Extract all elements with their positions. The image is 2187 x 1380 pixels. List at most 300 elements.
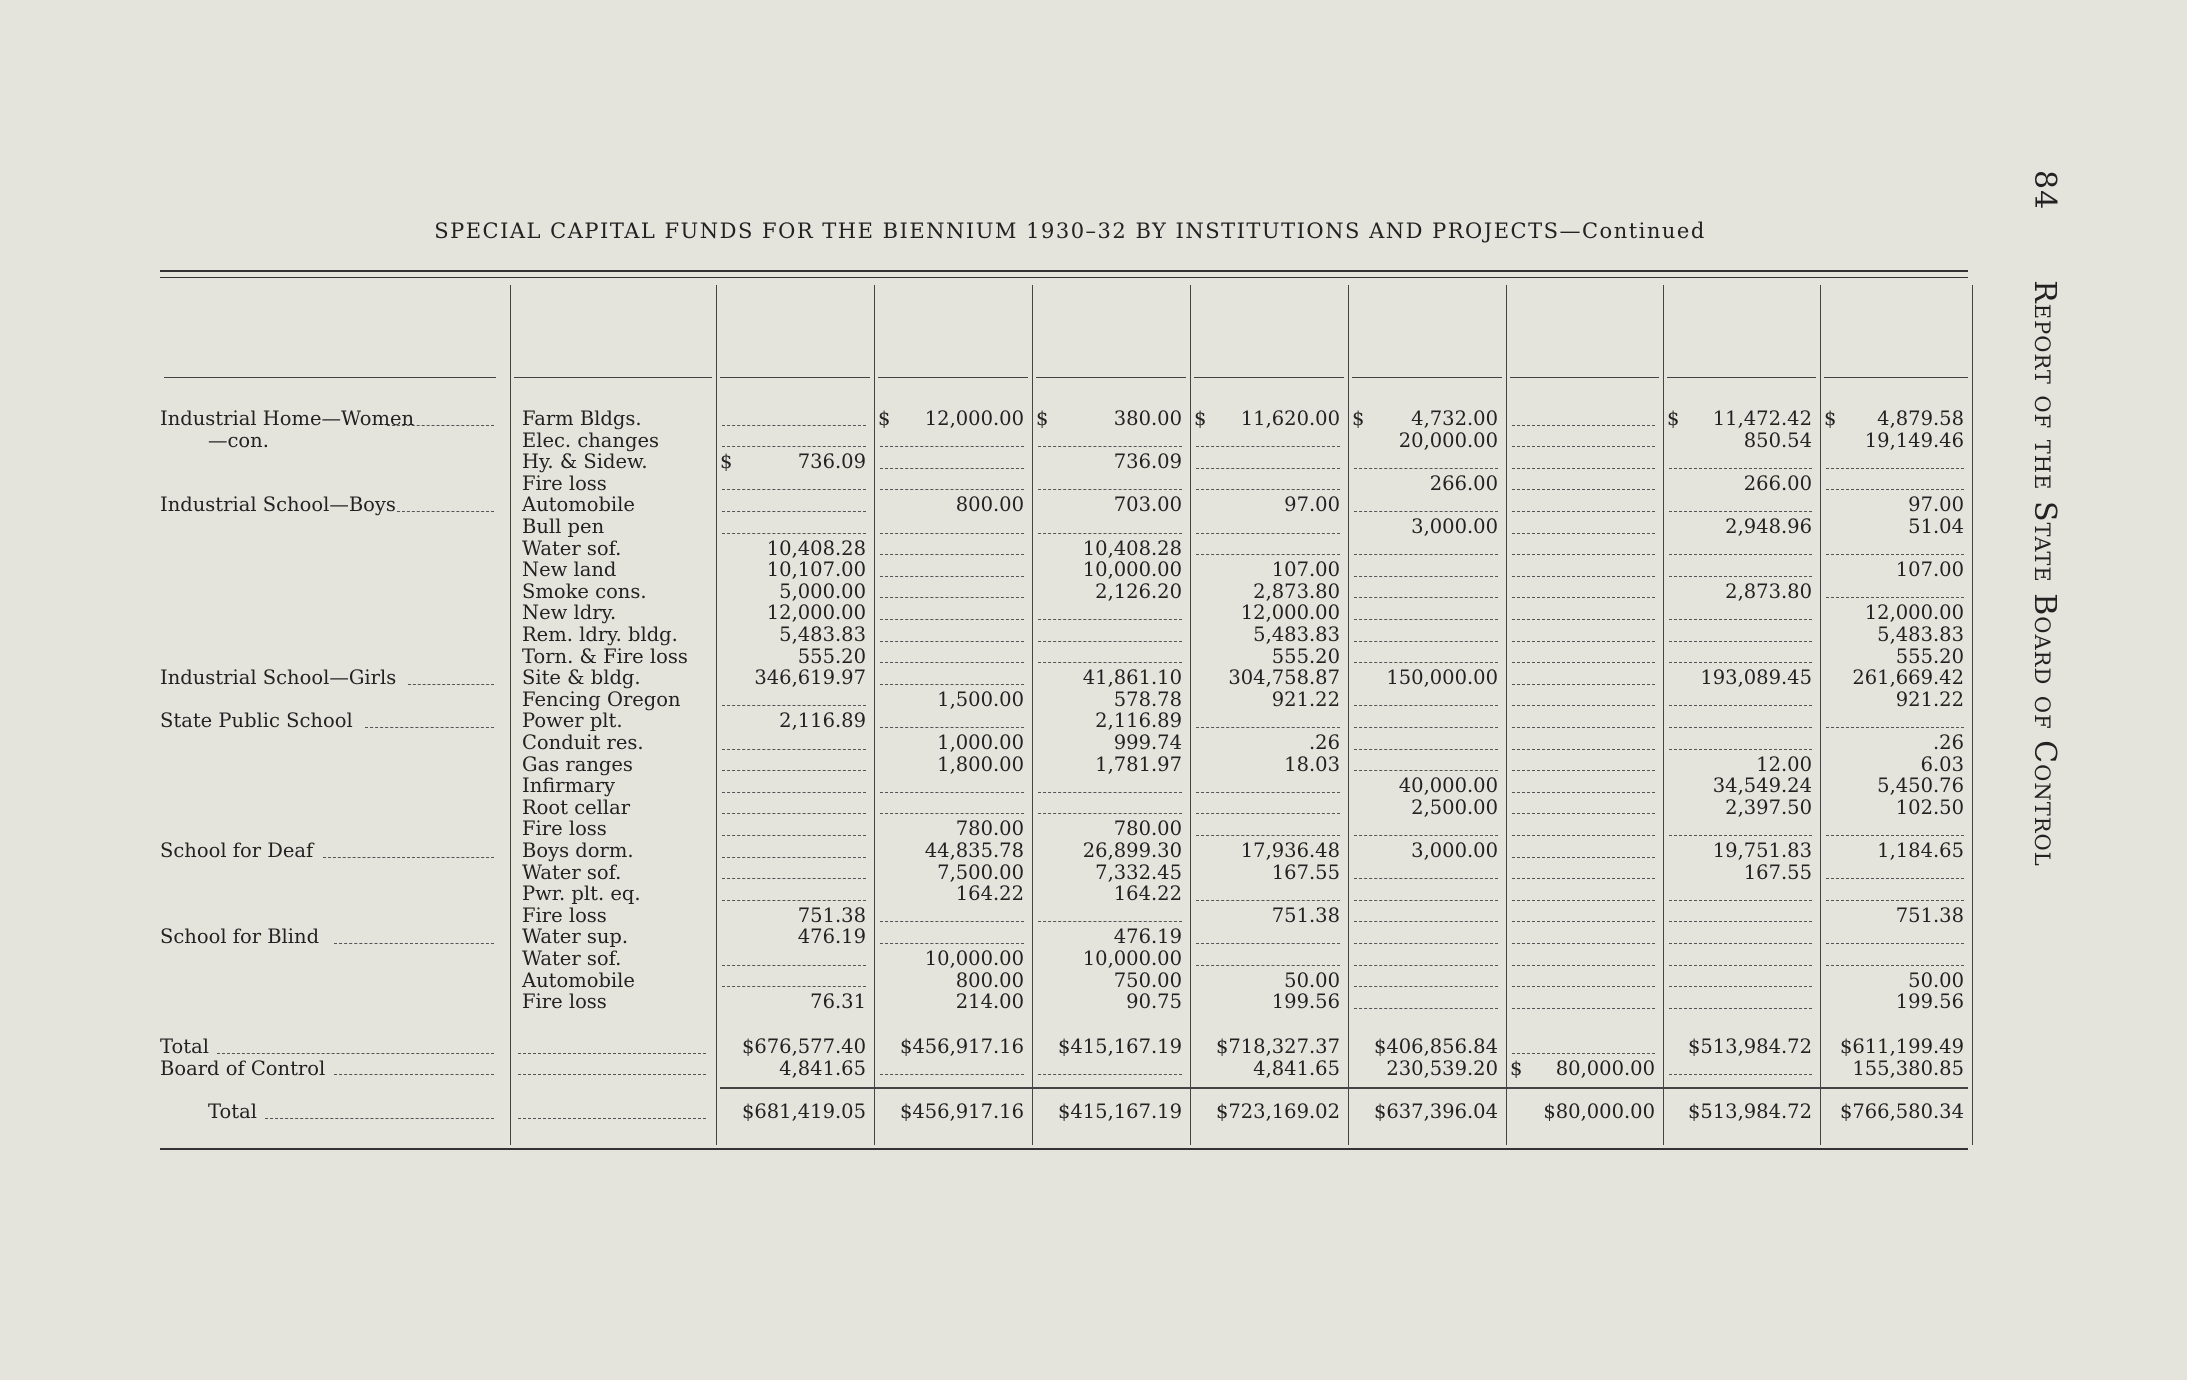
total-value: 4,841.65 <box>779 1056 866 1080</box>
row-fund: Infirmary <box>522 774 616 798</box>
row-value: 5,483.83 <box>1253 623 1340 646</box>
row-value: 7,500.00 <box>937 860 1024 884</box>
total-institution: Total <box>160 1035 209 1058</box>
empty-cell-leader <box>1354 468 1498 469</box>
column-divider <box>1820 285 1821 1145</box>
row-institution: Industrial School—Girls <box>160 666 397 690</box>
row-value: 780.00 <box>1113 817 1182 841</box>
empty-cell-leader <box>1196 943 1340 944</box>
empty-cell-leader <box>1669 1008 1812 1009</box>
empty-cell-leader <box>880 662 1024 663</box>
empty-cell-leader <box>1512 965 1655 966</box>
row-value: 50.00 <box>1908 968 1964 992</box>
empty-cell-leader <box>722 900 866 901</box>
row-value: 199.56 <box>1271 990 1340 1014</box>
empty-cell-leader <box>1354 705 1498 706</box>
row-value: 10,408.28 <box>1082 536 1182 560</box>
row-value: 26,899.30 <box>1082 839 1182 862</box>
row-value: 5,483.83 <box>779 623 866 646</box>
row-value: 3,000.00 <box>1411 515 1498 538</box>
row-value: 11,620.00 <box>1240 407 1340 430</box>
row-value: 2,948.96 <box>1725 515 1812 538</box>
row-value: 10,000.00 <box>924 947 1024 970</box>
header-underline <box>1824 377 1968 378</box>
empty-cell-leader <box>1038 792 1182 793</box>
row-institution: Industrial Home—Women <box>160 407 415 430</box>
row-value: 41,861.10 <box>1082 666 1182 690</box>
empty-cell-leader <box>1512 446 1655 447</box>
empty-cell-leader <box>1354 965 1498 966</box>
empty-cell-leader <box>1354 943 1498 944</box>
empty-cell-leader <box>1669 835 1812 836</box>
row-value: 999.74 <box>1113 731 1182 754</box>
grand-total-value: $766,580.34 <box>1839 1100 1964 1123</box>
empty-cell-leader <box>1512 489 1655 490</box>
empty-cell-leader <box>1196 489 1340 490</box>
column-divider <box>1348 285 1349 1145</box>
row-value: 10,000.00 <box>1082 947 1182 970</box>
leader-dots <box>323 857 494 858</box>
row-value: 167.55 <box>1743 860 1812 884</box>
row-fund: Conduit res. <box>522 731 644 754</box>
grand-total-value: $637,396.04 <box>1373 1100 1498 1123</box>
empty-cell-leader <box>1512 662 1655 663</box>
row-institution: School for Deaf <box>160 839 314 862</box>
total-value: $415,167.19 <box>1057 1035 1182 1058</box>
row-value: 304,758.87 <box>1228 666 1340 690</box>
empty-cell-leader <box>1354 511 1498 512</box>
empty-cell-leader <box>880 489 1024 490</box>
empty-cell-leader <box>1038 813 1182 814</box>
row-value: 555.20 <box>1271 644 1340 668</box>
total-value: $456,917.16 <box>899 1035 1024 1058</box>
leader-dots <box>334 943 494 944</box>
row-value: 193,089.45 <box>1700 666 1812 690</box>
empty-cell-leader <box>1512 813 1655 814</box>
row-value: 2,873.80 <box>1725 579 1812 603</box>
empty-cell-leader <box>1512 727 1655 728</box>
leader-dots <box>334 1074 494 1075</box>
row-value: 266.00 <box>1429 471 1498 495</box>
empty-cell-leader <box>1669 662 1812 663</box>
empty-cell-leader <box>880 641 1024 642</box>
empty-cell-leader <box>1826 965 1964 966</box>
row-value: 1,000.00 <box>937 731 1024 754</box>
empty-cell-leader <box>1038 1074 1182 1075</box>
empty-cell-leader <box>880 921 1024 922</box>
row-value: 12.00 <box>1756 752 1812 776</box>
row-value: 97.00 <box>1284 493 1340 517</box>
empty-cell-leader <box>1826 468 1964 469</box>
empty-cell-leader <box>1826 597 1964 598</box>
top-double-rule-upper <box>160 270 1968 272</box>
empty-cell-leader <box>880 727 1024 728</box>
row-fund: Bull pen <box>522 515 605 538</box>
empty-cell-leader <box>1038 446 1182 447</box>
total-institution: Board of Control <box>160 1056 326 1080</box>
leader-dots <box>518 1074 706 1075</box>
empty-cell-leader <box>722 965 866 966</box>
empty-cell-leader <box>1512 943 1655 944</box>
empty-cell-leader <box>722 705 866 706</box>
row-value: 2,873.80 <box>1253 579 1340 603</box>
empty-cell-leader <box>880 619 1024 620</box>
grand-total-value: $681,419.05 <box>741 1100 866 1123</box>
row-institution: Industrial School—Boys <box>160 493 396 517</box>
empty-cell-leader <box>1512 749 1655 750</box>
row-fund: Torn. & Fire loss <box>522 644 688 668</box>
row-value: 555.20 <box>797 644 866 668</box>
empty-cell-leader <box>1354 662 1498 663</box>
row-fund: Water sof. <box>522 860 622 884</box>
row-dollar-sign: $ <box>720 450 733 474</box>
row-value: 5,483.83 <box>1877 623 1964 646</box>
empty-cell-leader <box>1669 576 1812 577</box>
empty-cell-leader <box>1512 533 1655 534</box>
empty-cell-leader <box>722 749 866 750</box>
row-value: 346,619.97 <box>754 666 866 690</box>
empty-cell-leader <box>1826 489 1964 490</box>
row-value: 736.09 <box>1113 450 1182 474</box>
empty-cell-leader <box>1512 511 1655 512</box>
row-value: 266.00 <box>1743 471 1812 495</box>
empty-cell-leader <box>1196 900 1340 901</box>
row-value: 751.38 <box>1895 903 1964 927</box>
row-dollar-sign: $ <box>1194 407 1207 430</box>
row-fund: Fire loss <box>522 817 607 841</box>
grand-total-institution: Total <box>208 1100 257 1123</box>
leader-dots <box>387 425 494 426</box>
empty-cell-leader <box>1512 425 1655 426</box>
row-value: 19,149.46 <box>1864 428 1964 452</box>
empty-cell-leader <box>1669 619 1812 620</box>
empty-cell-leader <box>1354 986 1498 987</box>
empty-cell-leader <box>1038 619 1182 620</box>
empty-cell-leader <box>1038 662 1182 663</box>
empty-cell-leader <box>1669 641 1812 642</box>
row-value: 800.00 <box>955 493 1024 517</box>
row-value: 199.56 <box>1895 990 1964 1014</box>
empty-cell-leader <box>1512 554 1655 555</box>
empty-cell-leader <box>1669 749 1812 750</box>
row-dollar-sign: $ <box>1667 407 1680 430</box>
column-divider <box>1190 285 1191 1145</box>
row-value: 380.00 <box>1113 407 1182 430</box>
row-value: 150,000.00 <box>1386 666 1498 690</box>
leader-dots <box>397 511 494 512</box>
row-value: 751.38 <box>1271 903 1340 927</box>
leader-dots <box>265 1118 494 1119</box>
row-dollar-sign: $ <box>1352 407 1365 430</box>
empty-cell-leader <box>722 878 866 879</box>
empty-cell-leader <box>1669 727 1812 728</box>
empty-cell-leader <box>1512 468 1655 469</box>
row-value: 50.00 <box>1284 968 1340 992</box>
total-value: $676,577.40 <box>741 1035 866 1058</box>
empty-cell-leader <box>1038 641 1182 642</box>
empty-cell-leader <box>722 770 866 771</box>
row-value: 5,000.00 <box>779 579 866 603</box>
grand-total-value: $723,169.02 <box>1215 1100 1340 1123</box>
empty-cell-leader <box>1669 511 1812 512</box>
column-divider <box>716 285 717 1145</box>
row-fund: New ldry. <box>522 601 617 625</box>
row-value: 164.22 <box>1113 882 1182 906</box>
header-underline <box>1352 377 1502 378</box>
row-value: 703.00 <box>1113 493 1182 517</box>
empty-cell-leader <box>880 684 1024 685</box>
row-value: 1,800.00 <box>937 752 1024 776</box>
grand-total-value: $80,000.00 <box>1543 1100 1655 1123</box>
empty-cell-leader <box>1196 533 1340 534</box>
row-value: 780.00 <box>955 817 1024 841</box>
empty-cell-leader <box>722 533 866 534</box>
row-fund: Farm Bldgs. <box>522 407 642 430</box>
row-fund: Fire loss <box>522 471 607 495</box>
leader-dots <box>365 727 494 728</box>
row-value: 12,000.00 <box>1240 601 1340 625</box>
empty-cell-leader <box>1354 597 1498 598</box>
row-fund: Elec. changes <box>522 428 660 452</box>
row-value: 12,000.00 <box>1864 601 1964 625</box>
empty-cell-leader <box>1512 921 1655 922</box>
empty-cell-leader <box>1354 770 1498 771</box>
empty-cell-leader <box>1196 965 1340 966</box>
column-divider <box>1032 285 1033 1145</box>
empty-cell-leader <box>1354 900 1498 901</box>
row-fund: Boys dorm. <box>522 839 634 862</box>
leader-dots <box>518 1053 706 1054</box>
row-value: 10,107.00 <box>766 558 866 582</box>
row-value: 11,472.42 <box>1712 407 1812 430</box>
column-divider <box>1972 285 1973 1145</box>
row-value: 10,408.28 <box>766 536 866 560</box>
row-value: 6.03 <box>1920 752 1964 776</box>
row-fund: Hy. & Sidew. <box>522 450 648 474</box>
row-dollar-sign: $ <box>878 407 891 430</box>
row-value: 20,000.00 <box>1398 428 1498 452</box>
empty-cell-leader <box>1512 684 1655 685</box>
empty-cell-leader <box>1196 727 1340 728</box>
empty-cell-leader <box>1826 835 1964 836</box>
row-value: 51.04 <box>1908 515 1964 538</box>
empty-cell-leader <box>1038 921 1182 922</box>
empty-cell-leader <box>1512 770 1655 771</box>
row-value: 167.55 <box>1271 860 1340 884</box>
row-value: 5,450.76 <box>1877 774 1964 798</box>
row-dollar-sign: $ <box>1036 407 1049 430</box>
empty-cell-leader <box>1669 986 1812 987</box>
row-fund: Automobile <box>522 493 635 517</box>
empty-cell-leader <box>880 468 1024 469</box>
empty-cell-leader <box>1512 619 1655 620</box>
row-value: 18.03 <box>1284 752 1340 776</box>
empty-cell-leader <box>1669 705 1812 706</box>
row-value: 850.54 <box>1743 428 1812 452</box>
empty-cell-leader <box>1512 1008 1655 1009</box>
total-value: 155,380.85 <box>1852 1056 1964 1080</box>
empty-cell-leader <box>1354 835 1498 836</box>
row-value: 261,669.42 <box>1852 666 1964 690</box>
row-value: 736.09 <box>797 450 866 474</box>
row-value: 2,397.50 <box>1725 795 1812 819</box>
empty-cell-leader <box>1512 857 1655 858</box>
row-fund: Fire loss <box>522 990 607 1014</box>
total-value: 230,539.20 <box>1386 1056 1498 1080</box>
row-fund: Power plt. <box>522 709 623 733</box>
empty-cell-leader <box>1038 489 1182 490</box>
row-value: 750.00 <box>1113 968 1182 992</box>
empty-cell-leader <box>1354 641 1498 642</box>
empty-cell-leader <box>1038 533 1182 534</box>
row-fund: New land <box>522 558 617 582</box>
empty-cell-leader <box>1512 641 1655 642</box>
row-value: 40,000.00 <box>1398 774 1498 798</box>
row-value: 90.75 <box>1126 990 1182 1014</box>
empty-cell-leader <box>1512 597 1655 598</box>
column-divider <box>874 285 875 1145</box>
empty-cell-leader <box>1354 749 1498 750</box>
row-institution: —con. <box>208 428 269 452</box>
page-title: SPECIAL CAPITAL FUNDS FOR THE BIENNIUM 1930–32 BY INSTITUTIONS AND PROJECTS—Continued <box>434 219 1706 243</box>
row-value: 164.22 <box>955 882 1024 906</box>
empty-cell-leader <box>880 597 1024 598</box>
empty-cell-leader <box>1512 792 1655 793</box>
header-underline <box>878 377 1028 378</box>
empty-cell-leader <box>722 511 866 512</box>
header-underline <box>1036 377 1186 378</box>
row-fund: Automobile <box>522 968 635 992</box>
empty-cell-leader <box>1512 900 1655 901</box>
empty-cell-leader <box>1196 446 1340 447</box>
empty-cell-leader <box>1354 554 1498 555</box>
row-value: 476.19 <box>797 925 866 949</box>
row-value: 12,000.00 <box>924 407 1024 430</box>
header-underline <box>164 377 496 378</box>
row-value: 2,500.00 <box>1411 795 1498 819</box>
leader-dots <box>518 1118 706 1119</box>
empty-cell-leader <box>1826 943 1964 944</box>
row-value: 19,751.83 <box>1712 839 1812 862</box>
row-fund: Fencing Oregon <box>522 687 681 711</box>
row-value: .26 <box>1932 731 1964 754</box>
row-value: 476.19 <box>1113 925 1182 949</box>
empty-cell-leader <box>1512 705 1655 706</box>
row-value: 97.00 <box>1908 493 1964 517</box>
empty-cell-leader <box>722 986 866 987</box>
empty-cell-leader <box>1669 468 1812 469</box>
empty-cell-leader <box>880 576 1024 577</box>
header-underline <box>1194 377 1344 378</box>
empty-cell-leader <box>1354 1008 1498 1009</box>
grand-total-value: $513,984.72 <box>1687 1100 1812 1123</box>
row-value: 76.31 <box>810 990 866 1014</box>
leader-dots <box>217 1053 494 1054</box>
row-value: 4,732.00 <box>1411 407 1498 430</box>
empty-cell-leader <box>1826 878 1964 879</box>
empty-cell-leader <box>1512 835 1655 836</box>
row-institution: State Public School <box>160 709 353 733</box>
row-value: 800.00 <box>955 968 1024 992</box>
empty-cell-leader <box>1512 1053 1655 1054</box>
grand-total-rule <box>720 1087 1968 1089</box>
bottom-rule <box>160 1148 1968 1150</box>
empty-cell-leader <box>880 446 1024 447</box>
empty-cell-leader <box>722 792 866 793</box>
row-dollar-sign: $ <box>1824 407 1837 430</box>
row-value: 1,184.65 <box>1877 839 1964 862</box>
row-fund: Root cellar <box>522 795 631 819</box>
empty-cell-leader <box>1669 921 1812 922</box>
empty-cell-leader <box>1196 813 1340 814</box>
empty-cell-leader <box>1354 619 1498 620</box>
empty-cell-leader <box>1512 986 1655 987</box>
row-value: 17,936.48 <box>1240 839 1340 862</box>
empty-cell-leader <box>1354 576 1498 577</box>
column-divider <box>1663 285 1664 1145</box>
row-fund: Pwr. plt. eq. <box>522 882 641 906</box>
empty-cell-leader <box>880 1074 1024 1075</box>
row-fund: Site & bldg. <box>522 666 641 690</box>
top-double-rule-lower <box>160 277 1968 278</box>
empty-cell-leader <box>1826 900 1964 901</box>
row-value: 107.00 <box>1895 558 1964 582</box>
row-value: 34,549.24 <box>1712 774 1812 798</box>
row-value: 7,332.45 <box>1095 860 1182 884</box>
row-value: 12,000.00 <box>766 601 866 625</box>
page-number: 84 <box>2027 170 2062 211</box>
empty-cell-leader <box>1669 900 1812 901</box>
row-value: 4,879.58 <box>1877 407 1964 430</box>
row-fund: Gas ranges <box>522 752 633 776</box>
empty-cell-leader <box>1196 554 1340 555</box>
row-value: 2,116.89 <box>779 709 866 733</box>
row-value: 578.78 <box>1113 687 1182 711</box>
row-fund: Smoke cons. <box>522 579 647 603</box>
row-fund: Water sup. <box>522 925 629 949</box>
empty-cell-leader <box>880 943 1024 944</box>
empty-cell-leader <box>1196 468 1340 469</box>
row-fund: Rem. ldry. bldg. <box>522 623 678 646</box>
empty-cell-leader <box>880 792 1024 793</box>
running-head <box>2022 170 2062 1070</box>
leader-dots <box>408 684 494 685</box>
empty-cell-leader <box>1354 727 1498 728</box>
empty-cell-leader <box>722 857 866 858</box>
row-value: 921.22 <box>1895 687 1964 711</box>
row-value: 10,000.00 <box>1082 558 1182 582</box>
row-value: 555.20 <box>1895 644 1964 668</box>
empty-cell-leader <box>880 533 1024 534</box>
row-fund: Water sof. <box>522 536 622 560</box>
row-institution: School for Blind <box>160 925 320 949</box>
empty-cell-leader <box>722 835 866 836</box>
empty-cell-leader <box>880 554 1024 555</box>
total-value: $718,327.37 <box>1215 1035 1340 1058</box>
header-underline <box>1667 377 1816 378</box>
empty-cell-leader <box>1354 878 1498 879</box>
empty-cell-leader <box>1669 1074 1812 1075</box>
row-value: 44,835.78 <box>924 839 1024 862</box>
row-value: .26 <box>1308 731 1340 754</box>
header-underline <box>720 377 870 378</box>
empty-cell-leader <box>1354 921 1498 922</box>
empty-cell-leader <box>1669 554 1812 555</box>
row-value: 107.00 <box>1271 558 1340 582</box>
row-value: 921.22 <box>1271 687 1340 711</box>
row-value: 2,116.89 <box>1095 709 1182 733</box>
empty-cell-leader <box>1512 878 1655 879</box>
